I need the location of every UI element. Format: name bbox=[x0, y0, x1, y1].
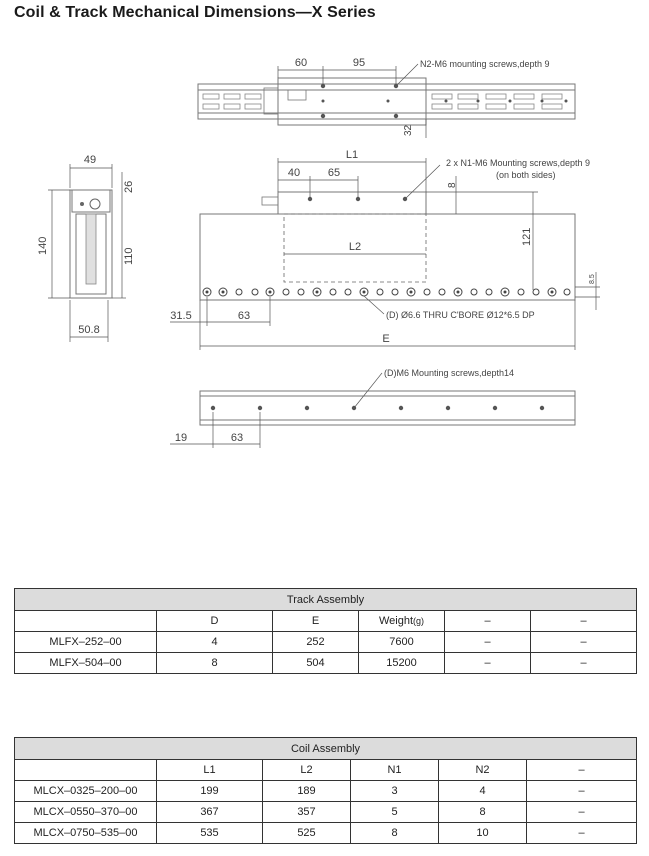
table-cell: MLCX–0750–535–00 bbox=[15, 823, 157, 844]
header-cell: – bbox=[445, 611, 531, 632]
dim-95: 95 bbox=[352, 57, 366, 69]
dim-121: 121 bbox=[521, 227, 533, 246]
track-assembly-table bbox=[14, 588, 637, 674]
dim-110: 110 bbox=[123, 247, 135, 265]
table-cell: 7600 bbox=[359, 632, 445, 653]
table-cell: – bbox=[445, 653, 531, 674]
table-row bbox=[15, 632, 637, 653]
table-cell: 8 bbox=[439, 802, 527, 823]
table-cell: 504 bbox=[273, 653, 359, 674]
table-row bbox=[15, 802, 637, 823]
dim-65: 65 bbox=[327, 167, 341, 179]
table-cell: 189 bbox=[263, 781, 351, 802]
table-cell: 4 bbox=[157, 632, 273, 653]
table-cell: – bbox=[527, 781, 637, 802]
table-cell: 535 bbox=[157, 823, 263, 844]
header-cell: D bbox=[157, 611, 273, 632]
header-cell bbox=[15, 760, 157, 781]
header-cell: – bbox=[527, 760, 637, 781]
bottom-view bbox=[170, 368, 575, 448]
table-cell: 8 bbox=[157, 653, 273, 674]
table-cell: 5 bbox=[351, 802, 439, 823]
coil-table-title: Coil Assembly bbox=[15, 738, 637, 760]
header-cell: E bbox=[273, 611, 359, 632]
header-cell bbox=[15, 611, 157, 632]
dim-8: 8 bbox=[447, 182, 458, 188]
header-cell: Weight(g) bbox=[359, 611, 445, 632]
page-title: Coil & Track Mechanical Dimensions—X Series bbox=[14, 4, 376, 21]
table-cell: – bbox=[527, 823, 637, 844]
top-view bbox=[198, 57, 575, 138]
table-cell: – bbox=[531, 632, 637, 653]
table-cell: 357 bbox=[263, 802, 351, 823]
table-cell: 8 bbox=[351, 823, 439, 844]
table-cell: – bbox=[445, 632, 531, 653]
table-cell: – bbox=[527, 802, 637, 823]
table-cell: MLCX–0550–370–00 bbox=[15, 802, 157, 823]
header-cell: L2 bbox=[263, 760, 351, 781]
dim-19: 19 bbox=[174, 432, 188, 444]
dim-63-front: 63 bbox=[237, 310, 251, 322]
table-cell: 4 bbox=[439, 781, 527, 802]
table-cell: – bbox=[531, 653, 637, 674]
dim-60: 60 bbox=[294, 57, 308, 69]
dim-63-bottom: 63 bbox=[230, 432, 244, 444]
table-cell: 199 bbox=[157, 781, 263, 802]
side-view bbox=[37, 154, 135, 342]
table-header-row bbox=[15, 760, 637, 781]
table-row bbox=[15, 781, 637, 802]
bore-note: (D) Ø6.6 THRU C'BORE Ø12*6.5 DP bbox=[386, 310, 535, 320]
bottom-mounting-note: (D)M6 Mounting screws,depth14 bbox=[384, 368, 515, 378]
dim-l2: L2 bbox=[348, 241, 362, 253]
coil-assembly-table bbox=[14, 737, 637, 844]
table-cell: 367 bbox=[157, 802, 263, 823]
coil-mounting-note-sub: (on both sides) bbox=[496, 170, 556, 180]
table-cell: 525 bbox=[263, 823, 351, 844]
table-cell: MLFX–504–00 bbox=[15, 653, 157, 674]
dim-8-5: 8.5 bbox=[589, 274, 596, 284]
coil-mounting-note: 2 x N1-M6 Mounting screws,depth 9 bbox=[446, 158, 591, 168]
dim-32: 32 bbox=[403, 124, 414, 136]
header-cell: N1 bbox=[351, 760, 439, 781]
table-row bbox=[15, 653, 637, 674]
header-cell: – bbox=[531, 611, 637, 632]
dim-50-8: 50.8 bbox=[78, 324, 100, 336]
table-cell: 15200 bbox=[359, 653, 445, 674]
dim-40: 40 bbox=[287, 167, 301, 179]
dim-26: 26 bbox=[123, 180, 135, 193]
header-cell: N2 bbox=[439, 760, 527, 781]
top-view-note: N2-M6 mounting screws,depth 9 bbox=[420, 59, 550, 69]
dim-l1: L1 bbox=[345, 149, 359, 161]
table-cell: 10 bbox=[439, 823, 527, 844]
dim-31-5: 31.5 bbox=[170, 310, 192, 322]
header-cell: L1 bbox=[157, 760, 263, 781]
table-row bbox=[15, 823, 637, 844]
dim-e: E bbox=[382, 333, 390, 345]
front-view bbox=[170, 149, 600, 350]
table-cell: MLCX–0325–200–00 bbox=[15, 781, 157, 802]
dim-49: 49 bbox=[83, 154, 97, 166]
table-header-row bbox=[15, 611, 637, 632]
table-cell: 252 bbox=[273, 632, 359, 653]
table-cell: 3 bbox=[351, 781, 439, 802]
table-cell: MLFX–252–00 bbox=[15, 632, 157, 653]
dim-140: 140 bbox=[37, 236, 49, 255]
track-table-title: Track Assembly bbox=[15, 589, 637, 611]
